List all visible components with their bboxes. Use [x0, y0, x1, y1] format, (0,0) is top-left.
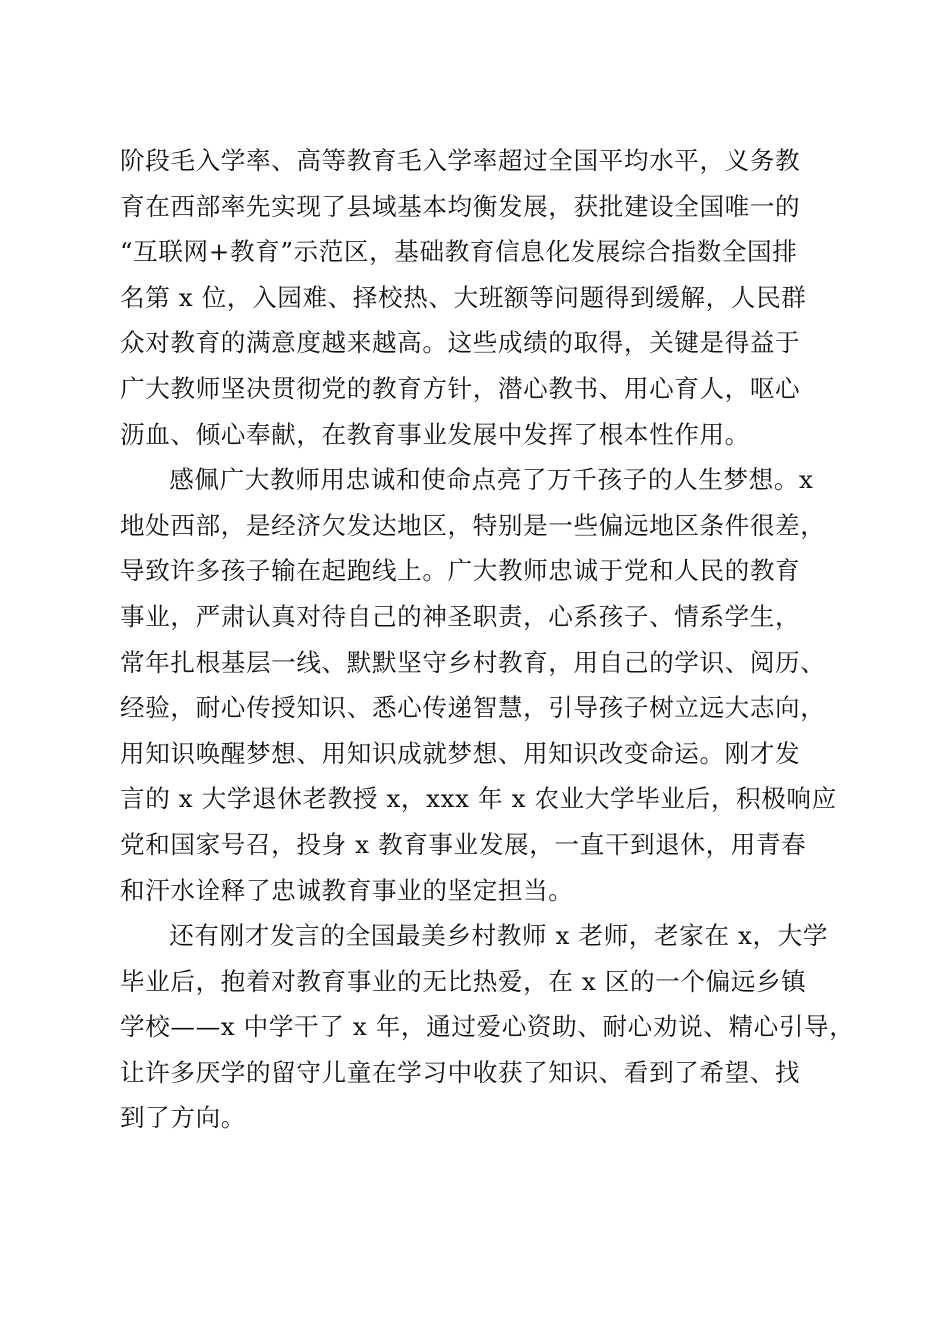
text-line: 感佩广大教师用忠诚和使命点亮了万千孩子的人生梦想。x: [169, 465, 814, 495]
text-line: 常年扎根基层一线、默默坚守乡村教育，用自己的学识、阅历、: [120, 647, 826, 677]
text-line: 名第 x 位，入园难、择校热、大班额等问题得到缓解，人民群: [120, 282, 807, 312]
text-line: 学校——x 中学干了 x 年，通过爱心资助、耐心劝说、精心引导，: [120, 1012, 855, 1042]
text-line: 党和国家号召，投身 x 教育事业发展，一直干到退休，用青春: [120, 829, 807, 859]
text-line: 众对教育的满意度越来越高。这些成绩的取得，关键是得益于: [120, 328, 801, 358]
text-line: 地处西部，是经济欠发达地区，特别是一些偏远地区条件很差，: [120, 510, 826, 540]
text-line: 言的 x 大学退休老教授 x，xxx 年 x 农业大学毕业后，积极响应: [120, 784, 837, 814]
paragraph-1: [120, 138, 830, 457]
text-line: 到了方向。: [120, 1103, 246, 1133]
text-line: 事业，严肃认真对待自己的神圣职责，心系孩子、情系学生，: [120, 601, 801, 631]
text-line: 沥血、倾心奉献，在教育事业发展中发挥了根本性作用。: [120, 419, 750, 449]
text-line: 广大教师坚决贯彻党的教育方针，潜心教书、用心育人，呕心: [120, 373, 801, 403]
text-line: 用知识唤醒梦想、用知识成就梦想、用知识改变命运。刚才发: [120, 738, 801, 768]
body-text: [120, 138, 855, 1141]
text-line: 和汗水诠释了忠诚教育事业的坚定担当。: [120, 875, 574, 905]
paragraph-2: [120, 457, 837, 913]
text-line: “互联网+教育”示范区，基础教育信息化发展综合指数全国排: [120, 237, 798, 267]
text-line: 毕业后，抱着对教育事业的无比热爱，在 x 区的一个偏远乡镇: [120, 966, 807, 996]
text-line: 还有刚才发言的全国最美乡村教师 x 老师，老家在 x，大学: [169, 921, 829, 951]
text-line: 经验，耐心传授知识、悉心传递智慧，引导孩子树立远大志向，: [120, 693, 826, 723]
text-line: 阶段毛入学率、高等教育毛入学率超过全国平均水平，义务教: [120, 146, 801, 175]
paragraph-3: [120, 913, 855, 1141]
text-line: 让许多厌学的留守儿童在学习中收获了知识、看到了希望、找: [120, 1057, 801, 1087]
text-line: 育在西部率先实现了县域基本均衡发展，获批建设全国唯一的: [120, 191, 801, 221]
text-line: 导致许多孩子输在起跑线上。广大教师忠诚于党和人民的教育: [120, 556, 801, 586]
